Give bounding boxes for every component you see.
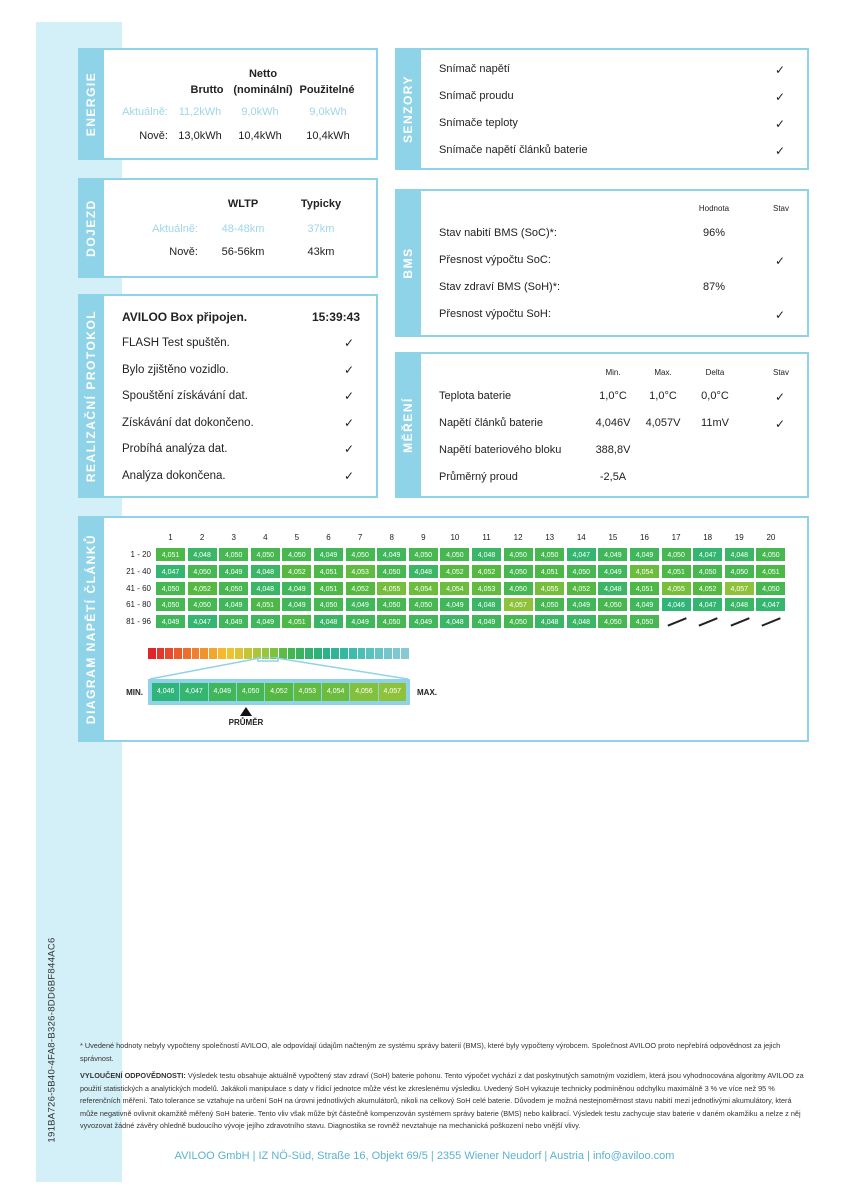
column-header: 19 bbox=[734, 533, 744, 542]
cell-voltage: 4,049 bbox=[218, 597, 249, 612]
bms-row-value: 96% bbox=[702, 227, 726, 239]
protocol-item: Spouštění získávání dat. bbox=[122, 390, 248, 402]
cell-voltage: 4,050 bbox=[345, 547, 376, 562]
sensor-item: Snímač napětí bbox=[439, 63, 510, 75]
disclaimer bbox=[80, 1070, 810, 1133]
sensor-item: Snímače teploty bbox=[439, 117, 518, 129]
meas-head-delta: Delta bbox=[705, 368, 725, 377]
cell-voltage: 4,050 bbox=[534, 547, 565, 562]
average-label: PRŮMĚR bbox=[228, 718, 264, 727]
check-icon: ✓ bbox=[775, 417, 786, 431]
protocol-panel-title: REALIZAČNÍ PROTOKOL bbox=[84, 309, 98, 483]
column-header: 3 bbox=[231, 533, 236, 542]
bms-row-label: Stav zdraví BMS (SoH)*: bbox=[439, 281, 561, 293]
legend-value: 4,046 bbox=[152, 683, 179, 701]
cell-voltage: 4,049 bbox=[471, 614, 502, 629]
column-header: 2 bbox=[199, 533, 205, 542]
cell-voltage: 4,052 bbox=[187, 581, 218, 596]
row-header: 1 - 20 bbox=[130, 550, 151, 559]
energy-current-label: Aktuálně: bbox=[122, 106, 168, 118]
cell-voltage: 4,050 bbox=[376, 597, 407, 612]
range-new-label: Nově: bbox=[169, 246, 198, 258]
cell-voltage: 4,050 bbox=[187, 564, 218, 579]
cell-voltage: 4,047 bbox=[692, 597, 723, 612]
column-header: 1 bbox=[168, 533, 173, 542]
cell-voltage: 4,053 bbox=[471, 581, 502, 596]
column-header: 15 bbox=[608, 533, 618, 542]
cell-voltage: 4,049 bbox=[218, 614, 249, 629]
protocol-item: Analýza dokončena. bbox=[122, 469, 226, 482]
legend-min-label: MIN. bbox=[126, 688, 143, 697]
cell-voltage: 4,049 bbox=[281, 581, 312, 596]
row-header: 41 - 60 bbox=[126, 583, 151, 593]
cell-voltage: 4,050 bbox=[408, 547, 439, 562]
cell-voltage: 4,050 bbox=[155, 581, 186, 596]
check-icon: ✓ bbox=[775, 63, 786, 77]
sensors-panel bbox=[395, 48, 809, 170]
range-panel-title: DOJEZD bbox=[84, 199, 98, 257]
meas-row-label: Průměrný proud bbox=[439, 471, 518, 483]
cell-voltage: 4,049 bbox=[408, 614, 439, 629]
cell-voltage: 4,050 bbox=[724, 564, 755, 579]
cell-voltage: 4,047 bbox=[755, 597, 786, 612]
empty-cell-slash bbox=[661, 614, 692, 629]
column-header: 7 bbox=[357, 533, 363, 542]
energy-head-netto: Netto bbox=[248, 68, 278, 80]
column-header: 8 bbox=[389, 533, 394, 542]
cell-voltage: 4,051 bbox=[313, 564, 344, 579]
bms-head-value: Hodnota bbox=[698, 204, 730, 213]
energy-new-usable: 10,4kWh bbox=[306, 130, 350, 142]
cell-voltage: 4,050 bbox=[218, 547, 249, 562]
meas-row-min: 388,8V bbox=[595, 444, 631, 456]
meas-row-max: 1,0°C bbox=[649, 390, 677, 402]
check-icon: ✓ bbox=[344, 442, 355, 456]
check-icon: ✓ bbox=[775, 90, 786, 104]
protocol-item: Probíhá analýza dat. bbox=[122, 443, 228, 455]
check-icon: ✓ bbox=[775, 144, 786, 158]
cell-voltage: 4,050 bbox=[755, 547, 786, 562]
cell-voltage: 4,049 bbox=[597, 547, 628, 562]
energy-head-usable: Použitelné bbox=[299, 84, 355, 96]
protocol-header: AVILOO Box připojen. bbox=[122, 310, 248, 324]
bms-head-status: Stav bbox=[772, 204, 790, 213]
cell-voltage: 4,050 bbox=[376, 614, 407, 629]
energy-current-netto: 9,0kWh bbox=[241, 106, 279, 118]
sensor-item: Snímač proudu bbox=[439, 90, 514, 102]
average-marker-icon bbox=[240, 707, 252, 716]
cell-voltage: 4,050 bbox=[281, 547, 312, 562]
legend-value: 4,056 bbox=[350, 683, 377, 701]
measurements-panel bbox=[395, 352, 809, 498]
cell-voltage: 4,049 bbox=[218, 564, 249, 579]
cell-voltage: 4,052 bbox=[345, 581, 376, 596]
sensors-panel-title: SENZORY bbox=[401, 74, 415, 144]
bms-panel bbox=[395, 189, 809, 337]
row-header: 81 - 96 bbox=[126, 617, 151, 627]
column-header: 13 bbox=[545, 533, 555, 542]
column-header: 4 bbox=[263, 533, 268, 542]
cell-voltage: 4,050 bbox=[313, 597, 344, 612]
cell-voltage: 4,049 bbox=[345, 597, 376, 612]
cell-voltage: 4,049 bbox=[250, 614, 281, 629]
meas-row-label: Napětí článků baterie bbox=[439, 417, 543, 429]
energy-new-netto: 10,4kWh bbox=[238, 130, 282, 142]
energy-panel-title: ENERGIE bbox=[84, 71, 98, 137]
cell-voltage: 4,051 bbox=[629, 581, 660, 596]
energy-head-netto-sub: (nominální) bbox=[233, 84, 293, 96]
legend-value: 4,049 bbox=[209, 683, 236, 701]
cell-voltage: 4,050 bbox=[566, 564, 597, 579]
cell-voltage: 4,050 bbox=[597, 597, 628, 612]
cell-voltage: 4,047 bbox=[155, 564, 186, 579]
energy-new-brutto: 13,0kWh bbox=[178, 130, 222, 142]
cell-voltage: 4,048 bbox=[250, 564, 281, 579]
cell-voltage: 4,052 bbox=[566, 581, 597, 596]
check-icon: ✓ bbox=[344, 468, 355, 483]
column-header: 10 bbox=[450, 533, 460, 542]
cell-voltage: 4,050 bbox=[629, 614, 660, 629]
cell-voltage: 4,049 bbox=[313, 547, 344, 562]
cell-voltage: 4,050 bbox=[376, 564, 407, 579]
meas-row-label: Napětí bateriového bloku bbox=[439, 444, 562, 456]
range-panel bbox=[78, 178, 378, 278]
cell-voltage: 4,051 bbox=[313, 581, 344, 596]
cell-voltage: 4,049 bbox=[629, 547, 660, 562]
meas-row-max: 4,057V bbox=[645, 417, 681, 429]
cell-voltage: 4,050 bbox=[755, 581, 786, 596]
range-new-wltp: 56-56km bbox=[221, 246, 265, 258]
cell-voltage: 4,048 bbox=[724, 547, 755, 562]
cell-voltage: 4,048 bbox=[313, 614, 344, 629]
protocol-item: FLASH Test spuštěn. bbox=[122, 337, 230, 349]
cell-voltage: 4,052 bbox=[281, 564, 312, 579]
meas-head-max: Max. bbox=[654, 368, 672, 377]
column-header: 6 bbox=[326, 533, 331, 542]
column-header: 11 bbox=[482, 533, 491, 542]
protocol-item: Bylo zjištěno vozidlo. bbox=[122, 363, 229, 376]
cell-voltage: 4,048 bbox=[408, 564, 439, 579]
cell-voltage: 4,050 bbox=[503, 581, 534, 596]
bms-row-label: Přesnost výpočtu SoH: bbox=[439, 308, 551, 320]
empty-cell-slash bbox=[755, 614, 786, 629]
range-head-wltp: WLTP bbox=[227, 198, 259, 210]
cell-voltage: 4,048 bbox=[187, 547, 218, 562]
cell-voltage: 4,051 bbox=[250, 597, 281, 612]
legend-max-label: MAX. bbox=[417, 688, 437, 697]
protocol-time: 15:39:43 bbox=[311, 310, 360, 324]
range-head-typical: Typicky bbox=[300, 198, 342, 210]
cell-voltage: 4,051 bbox=[661, 564, 692, 579]
meas-row-delta: 11mV bbox=[701, 417, 729, 429]
cell-voltage: 4,050 bbox=[439, 547, 470, 562]
meas-row-min: -2,5A bbox=[599, 471, 627, 483]
legend-value: 4,050 bbox=[237, 683, 264, 701]
cell-voltage: 4,050 bbox=[503, 614, 534, 629]
cell-voltage: 4,050 bbox=[503, 547, 534, 562]
cell-voltage: 4,049 bbox=[155, 614, 186, 629]
cell-voltage: 4,048 bbox=[250, 581, 281, 596]
cell-voltage: 4,047 bbox=[187, 614, 218, 629]
empty-cell-slash bbox=[724, 614, 755, 629]
row-header: 21 - 40 bbox=[126, 566, 151, 576]
cell-voltage: 4,049 bbox=[439, 597, 470, 612]
cell-voltage: 4,050 bbox=[534, 597, 565, 612]
empty-cell-slash bbox=[692, 614, 723, 629]
cell-voltage: 4,050 bbox=[503, 564, 534, 579]
protocol-panel bbox=[78, 294, 378, 498]
cell-voltage: 4,055 bbox=[376, 581, 407, 596]
scale-zoom-lines bbox=[148, 657, 410, 681]
disclaimer-title: VYLOUČENÍ ODPOVĚDNOSTI: bbox=[80, 1071, 186, 1080]
cell-voltage: 4,051 bbox=[155, 547, 186, 562]
cell-voltage: 4,052 bbox=[439, 564, 470, 579]
cell-voltage: 4,050 bbox=[408, 597, 439, 612]
cell-voltage: 4,055 bbox=[534, 581, 565, 596]
energy-head-brutto: Brutto bbox=[190, 84, 224, 96]
legend-value: 4,057 bbox=[379, 683, 406, 701]
range-current-wltp: 48-48km bbox=[221, 223, 265, 235]
cell-voltage: 4,054 bbox=[439, 581, 470, 596]
cell-voltage: 4,047 bbox=[566, 547, 597, 562]
cell-voltage: 4,049 bbox=[566, 597, 597, 612]
cell-voltage: 4,050 bbox=[597, 614, 628, 629]
column-header: 18 bbox=[703, 533, 713, 542]
cell-voltage: 4,048 bbox=[534, 614, 565, 629]
cell-voltage: 4,051 bbox=[281, 614, 312, 629]
cell-voltage: 4,049 bbox=[345, 614, 376, 629]
cell-voltage: 4,049 bbox=[376, 547, 407, 562]
legend-value: 4,047 bbox=[180, 683, 207, 701]
cell-voltage: 4,050 bbox=[187, 597, 218, 612]
cell-voltage: 4,057 bbox=[724, 581, 755, 596]
range-new-typical: 43km bbox=[307, 246, 335, 258]
meas-row-label: Teplota baterie bbox=[439, 390, 512, 402]
cell-voltage: 4,050 bbox=[661, 547, 692, 562]
cell-voltage: 4,049 bbox=[629, 597, 660, 612]
meas-row-delta: 0,0°C bbox=[701, 390, 729, 402]
cell-voltage: 4,057 bbox=[503, 597, 534, 612]
cell-voltage: 4,048 bbox=[597, 581, 628, 596]
cell-voltage: 4,050 bbox=[692, 564, 723, 579]
column-header: 17 bbox=[671, 533, 681, 542]
energy-panel bbox=[78, 48, 378, 160]
disclaimer-text: Výsledek testu obsahuje aktuálně vypočtený stav zdraví (SoH) baterie pohonu. Tento výpočet vychází z dat poskytnutých samotným vozidlem, která jsou vyhodnocována algoritmy AVILOO za použití statistických a analytických modelů. Jakákoli manipulace s daty v řídicí jednotce může vést ke zkreslenému výsledku. Uvedený SoH vykazuje technicky podmíněnou odchylku maximálně 3 % ve více než 95 % referenčních měření. Tato tolerance se vztahuje na určení SoH na úrovni jednotlivých akumulátorů, nikoli na celkový SoH celé baterie. Důvodem je možná nestejnoměrnost stavu nabití mezi jednotlivými akumulátory, která může negativně ovlivnit okamžitě měřený SoH baterie. Tento vliv však může být částečně kompenzován systémem správy baterie (BMS) nebo kalibrací. Výsledek testu zachycuje stav baterie v daném okamžiku a nelze z něj vyvozovat žádné závěry ohledně budoucího vývoje jejího zdravotního stavu. Diagnostika se rovněž nevztahuje na mechanická poškození nebo vnější vlivy. bbox=[80, 1071, 804, 1131]
energy-new-label: Nově: bbox=[139, 130, 168, 142]
cell-voltage: 4,055 bbox=[661, 581, 692, 596]
column-header: 9 bbox=[421, 533, 426, 542]
cell-voltage: 4,048 bbox=[566, 614, 597, 629]
check-icon: ✓ bbox=[344, 362, 355, 377]
protocol-item: Získávání dat dokončeno. bbox=[122, 416, 254, 429]
check-icon: ✓ bbox=[344, 415, 355, 430]
range-current-typical: 37km bbox=[307, 223, 335, 235]
cell-voltage: 4,050 bbox=[250, 547, 281, 562]
cell-voltage: 4,049 bbox=[597, 564, 628, 579]
cell-voltage: 4,047 bbox=[692, 547, 723, 562]
check-icon: ✓ bbox=[344, 336, 355, 350]
footnote: * Uvedené hodnoty nebyly vypočteny společností AVILOO, ale odpovídají údajům načteným ze systému správy baterií (BMS), které byly vypočteny výrobcem. Společnost AVILOO proto nepřebírá odpovědnost za jejich správnost. bbox=[80, 1041, 781, 1063]
cell-voltage: 4,048 bbox=[724, 597, 755, 612]
column-header: 14 bbox=[576, 533, 586, 542]
column-header: 16 bbox=[640, 533, 649, 542]
cell-voltage: 4,052 bbox=[471, 564, 502, 579]
diagram-panel-title: DIAGRAM NAPĚTÍ ČLÁNKŮ bbox=[84, 533, 98, 725]
cell-voltage: 4,046 bbox=[661, 597, 692, 612]
cell-voltage: 4,051 bbox=[755, 564, 786, 579]
cell-voltage: 4,051 bbox=[534, 564, 565, 579]
voltage-legend bbox=[148, 679, 410, 705]
meas-head-min: Min. bbox=[605, 368, 621, 377]
check-icon: ✓ bbox=[775, 308, 786, 322]
column-header: 20 bbox=[766, 533, 776, 542]
cell-voltage: 4,054 bbox=[408, 581, 439, 596]
cell-voltage: 4,049 bbox=[281, 597, 312, 612]
energy-current-brutto: 11,2kWh bbox=[178, 106, 222, 118]
cell-voltage: 4,048 bbox=[471, 547, 502, 562]
cell-voltage: 4,048 bbox=[439, 614, 470, 629]
meas-row-min: 4,046V bbox=[595, 417, 631, 429]
check-icon: ✓ bbox=[344, 389, 355, 403]
energy-current-usable: 9,0kWh bbox=[309, 106, 347, 118]
bms-row-value: 87% bbox=[702, 281, 726, 293]
bms-row-label: Stav nabití BMS (SoC)*: bbox=[439, 227, 557, 239]
cell-voltage: 4,052 bbox=[692, 581, 723, 596]
range-current-label: Aktuálně: bbox=[152, 223, 198, 235]
cell-voltage: 4,050 bbox=[218, 581, 249, 596]
column-header: 5 bbox=[294, 533, 300, 542]
meas-head-status: Stav bbox=[772, 368, 790, 377]
cell-voltage: 4,050 bbox=[155, 597, 186, 612]
bms-panel-title: BMS bbox=[401, 247, 415, 279]
cell-voltage: 4,054 bbox=[629, 564, 660, 579]
legend-value: 4,052 bbox=[265, 683, 292, 701]
row-header: 61 - 80 bbox=[126, 600, 151, 610]
meas-row-min: 1,0°C bbox=[599, 390, 627, 402]
bms-row-label: Přesnost výpočtu SoC: bbox=[439, 254, 551, 266]
legend-value: 4,053 bbox=[294, 683, 321, 701]
legend-value: 4,054 bbox=[322, 683, 349, 701]
footer: AVILOO GmbH | IZ NÖ-Süd, Straße 16, Objekt 69/5 | 2355 Wiener Neudorf | Austria | info@aviloo.com bbox=[174, 1150, 675, 1162]
measurements-panel-title: MĚŘENÍ bbox=[401, 397, 415, 453]
check-icon: ✓ bbox=[775, 254, 786, 268]
check-icon: ✓ bbox=[775, 117, 786, 131]
sensor-item: Snímače napětí článků baterie bbox=[439, 144, 588, 156]
check-icon: ✓ bbox=[775, 390, 786, 404]
cell-voltage: 4,053 bbox=[345, 564, 376, 579]
column-header: 12 bbox=[513, 533, 523, 542]
cell-voltage: 4,048 bbox=[471, 597, 502, 612]
document-id: 191BA726-5B40-4FA8-B326-8DD6BF844AC6 bbox=[46, 937, 58, 1143]
